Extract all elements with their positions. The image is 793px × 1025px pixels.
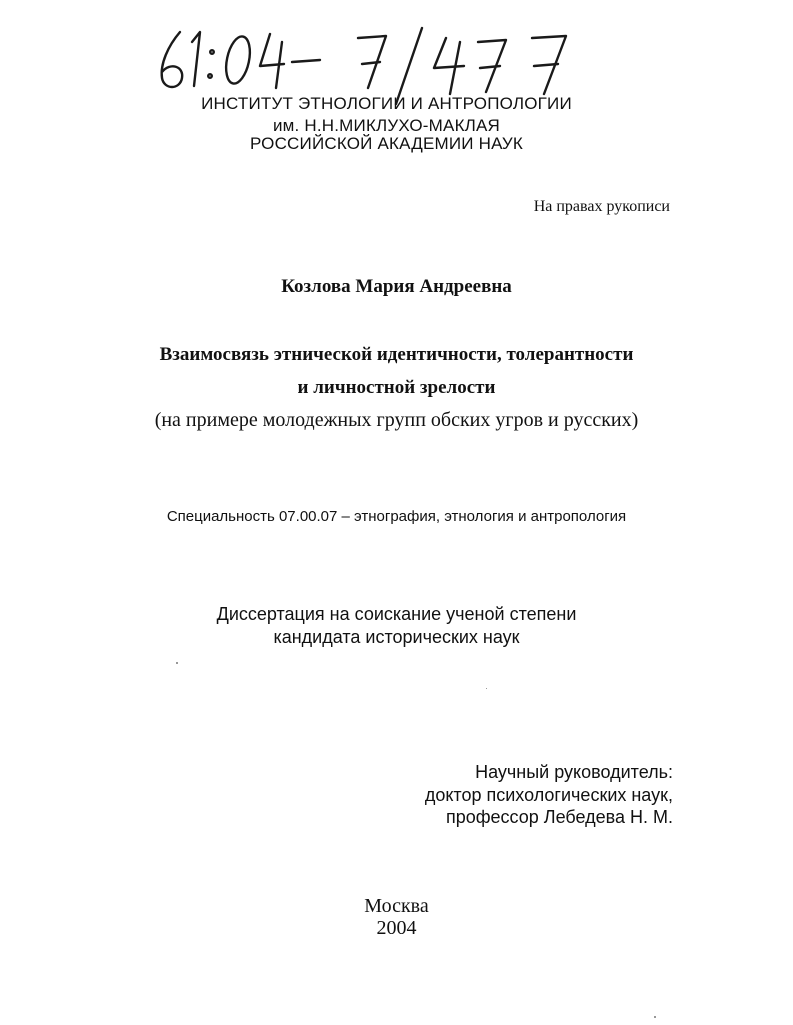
institute-line-2: им. Н.Н.МИКЛУХО-МАКЛАЯ (272, 116, 501, 135)
manuscript-rights-note: На правах рукописи (533, 198, 670, 215)
scan-speck (486, 688, 487, 689)
scan-speck (654, 1016, 656, 1018)
supervisor-label: Научный руководитель: (475, 762, 673, 782)
title-line-1: Взаимосвязь этнической идентичности, толерантности (159, 344, 634, 365)
title-subtitle: (на примере молодежных групп обских угров и русских) (154, 409, 639, 431)
scan-speck (176, 662, 178, 664)
city: Москва (364, 895, 429, 917)
dissertation-line-1: Диссертация на соискание ученой степени (216, 604, 577, 624)
year: 2004 (376, 917, 417, 939)
title-line-2: и личностной зрелости (297, 377, 496, 398)
institute-line-1: ИНСТИТУТ ЭТНОЛОГИИ И АНТРОПОЛОГИИ (201, 94, 572, 113)
dissertation-line-2: кандидата исторических наук (273, 627, 520, 647)
supervisor-name: профессор Лебедева Н. М. (445, 807, 673, 827)
specialty: Специальность 07.00.07 – этнография, этнология и антропология (166, 508, 627, 525)
institute-line-3: РОССИЙСКОЙ АКАДЕМИИ НАУК (249, 134, 524, 153)
supervisor-degree: доктор психологических наук, (424, 785, 673, 805)
author-name: Козлова Мария Андреевна (281, 276, 512, 297)
